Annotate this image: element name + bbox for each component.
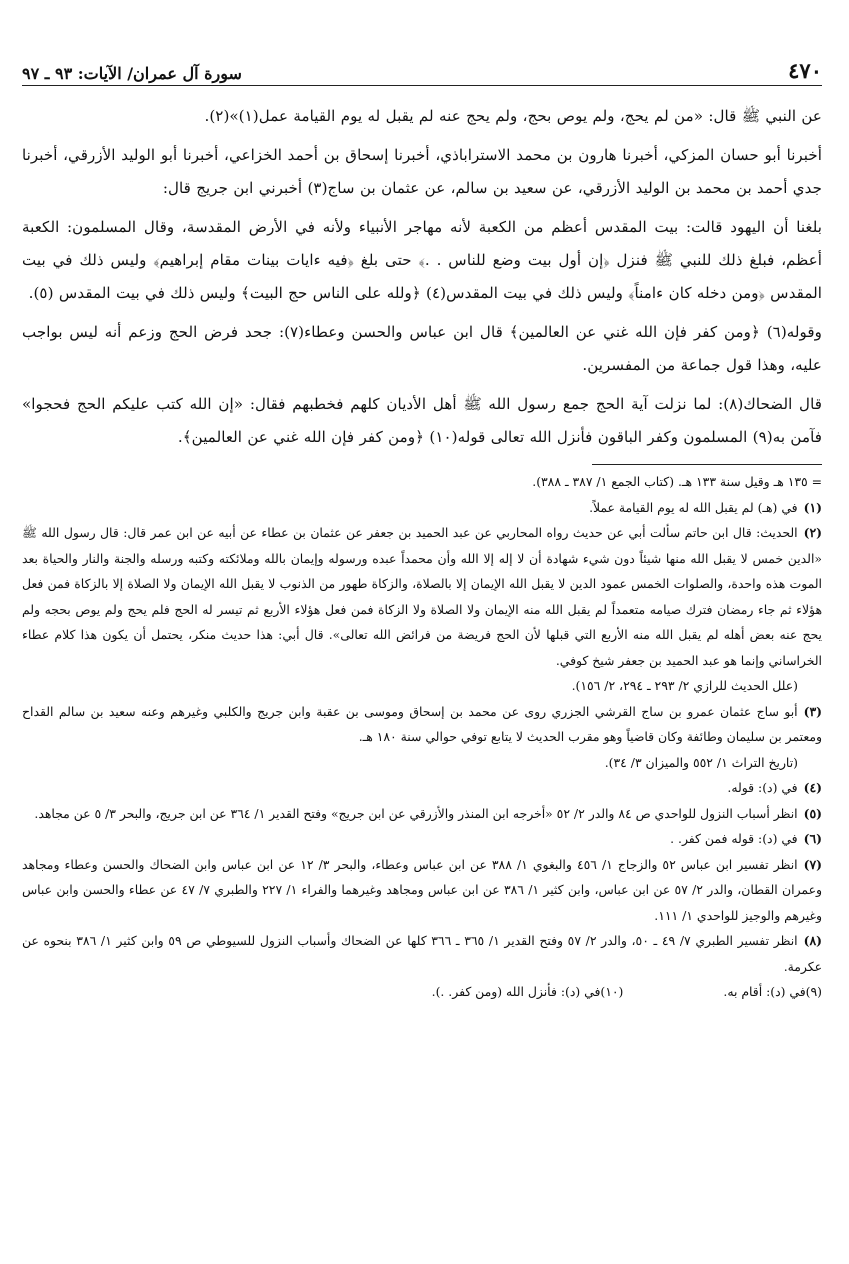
footnote <box>432 979 624 1005</box>
footnote-reference: (تاريخ التراث ١/ ٥٥٢ والميزان ٣/ ٣٤). <box>604 754 798 770</box>
footnote <box>22 775 822 801</box>
footnote <box>22 826 822 852</box>
footnote-reference: (علل الحديث للرازي ٢/ ٢٩٣ ـ ٢٩٤، ٢/ ١٥٦). <box>571 678 798 693</box>
footnote-text: انظر تفسير ابن عباس ٥٢ والزجاج ١/ ٤٥٦ والبغوي ١/ ٣٨٨ عن ابن عباس وعطاء، والبحر ٣/ ١٢ عن ابن عباس وابن الضحاك والحسن وعطاء ومجاهد وعمران القطان، والدر ٢/ ٥٧ عن ابن عباس، وابن كثير ١/ ٣٨٦ عن ابن عباس ومجاهد وغيرهما والفراء ١/ ٢٢٧ والطبري ٧/ ٤٧ عن عطاء والحسن وابن عباس وغيرهم والوجيز للواحدي ١/ ١١١. <box>22 856 822 923</box>
footnote <box>723 979 822 1005</box>
footnote-text: في (هـ) لم يقبل الله له يوم القيامة عملاً. <box>589 499 798 515</box>
footnote-number: (٣) <box>803 703 822 719</box>
footnote-number: (٤) <box>803 780 822 795</box>
page-header <box>22 58 822 86</box>
footnote-row <box>22 979 822 1005</box>
footnote <box>22 520 822 673</box>
body-paragraph: عن النبي ﷺ قال: «من لم يحج، ولم يوص بحج، ولم يحج عنه لم يقبل له يوم القيامة عمل(١)»(٢). <box>204 107 822 125</box>
footnote <box>22 801 822 827</box>
footnote-text: في (د): قوله فمن كفر. . <box>670 831 798 846</box>
page-number: ٤٧٠ <box>788 58 822 83</box>
footnote-text: انظر تفسير الطبري ٧/ ٤٩ ـ ٥٠، والدر ٢/ ٥٧ وفتح القدير ١/ ٣٦٥ ـ ٣٦٦ كلها عن الضحاك وأسباب النزول للسيوطي ص ٥٩ وابن كثير ١/ ٣٨٦ بنحوه عن عكرمة. <box>22 933 822 974</box>
footnote-continuation: = ١٣٥ هـ وقيل سنة ١٣٣ هـ. (كتاب الجمع ١/ ٣٨٧ ـ ٣٨٨). <box>532 474 822 489</box>
footnote-number: (٩) <box>805 984 822 999</box>
footnote-text: في (د): أقام به. <box>723 984 806 999</box>
footnote-number: (٨) <box>803 933 822 948</box>
footnote-text: انظر أسباب النزول للواحدي ص ٨٤ والدر ٢/ ٥٢ «أخرجه ابن المنذر والأزرقي عن ابن جريج» وفتح القدير ١/ ٣٦٤ عن ابن جريج، والبحر ٣/ ٥ عن مجاهد. <box>34 805 798 821</box>
footnote-number: (١٠) <box>600 984 624 999</box>
footnote-text: في (د): قوله. <box>727 780 798 795</box>
footnote-number: (٢) <box>803 525 822 540</box>
footnote <box>22 928 822 979</box>
footnote <box>22 852 822 929</box>
footnote <box>22 699 822 750</box>
footnote-number: (٦) <box>803 831 822 846</box>
body-paragraph: بلغنا أن اليهود قالت: بيت المقدس أعظم من الكعبة لأنه مهاجر الأنبياء ولأنه في الأرض المقدسة، وقال المسلمون: الكعبة أعظم، فبلغ ذلك للنبي ﷺ فنزل ﴿إن أول بيت وضع للناس . .﴾ حتى بلغ ﴿فيه ءايات بينات مقام إبراهيم﴾ وليس ذلك في بيت المقدس ﴿ومن دخله كان ءامناً﴾ وليس ذلك في بيت المقدس(٤) ﴿ولله على الناس حج البيت﴾ وليس ذلك في بيت المقدس (٥). <box>22 218 822 302</box>
footnote-text: الحديث: قال ابن حاتم سألت أبي عن حديث رواه المحاربي عن عبد الحميد بن جعفر عن عثمان بن عطاء عن أبيه عن ابن عمر قال: قال رسول الله ﷺ «الدين خمس لا يقبل الله منها شيئاً دون شيء شهادة أن لا إله إلا الله وأن محمداً عبده ورسوله وإيمان بالله وملائكته وكتبه ورسله والجنة والنار والحياة بعد الموت هذه واحدة، والصلوات الخمس عمود الدين لا يقبل الله الإيمان إلا بالصلاة، والزكاة طهور من الذنوب لا يقبل الله الإيمان ولا الصلاة إلا بالزكاة فمن فعل هؤلاء ثم جاء رمضان فترك صيامه متعمداً لم يقبل الله منه الإيمان ولا الصلاة ولا الزكاة فمن فعل هؤلاء الأربع ثم تيسر له الحج فلم يحج ولم يوص بحجه ولم يحج عنه بعض أهله لم يقبل الله منه الأربع التي قبلها لأن الحج فريضة من فرائض الله تعالى». قال أبي: هذا حديث منكر، يحتمل أن يكون هذا كلام عطاء الخراساني وإنما هو عبد الحميد بن جعفر شيخ كوفي. <box>22 525 822 668</box>
footnote-separator <box>592 464 822 465</box>
footnote-text: في (د): فأنزل الله (ومن كفر. .). <box>431 984 601 999</box>
page <box>22 58 822 1005</box>
body-paragraph: أخبرنا أبو حسان المزكي، أخبرنا هارون بن محمد الاستراباذي، أخبرنا إسحاق بن أحمد الخزاعي، أخبرنا أبو الوليد الأزرقي، أخبرنا جدي أحمد بن محمد بن الوليد الأزرقي، عن سعيد بن سالم، عن عثمان بن ساج(٣) أخبرني ابن جريج قال: <box>22 146 822 197</box>
footnote-number: (٥) <box>803 805 822 821</box>
body-paragraph: قال الضحاك(٨): لما نزلت آية الحج جمع رسول الله ﷺ أهل الأديان كلهم فخطبهم فقال: «إن الله كتب عليكم الحج فحجوا» فآمن به(٩) المسلمون وكفر الباقون فأنزل الله تعالى قوله(١٠) ﴿ومن كفر فإن الله غني عن العالمين﴾. <box>22 395 822 446</box>
running-title: سورة آل عمران/ الآيات: ٩٣ ـ ٩٧ <box>22 64 242 83</box>
footnote-number: (١) <box>803 499 822 515</box>
footnote-number: (٧) <box>803 856 822 872</box>
body-paragraph: وقوله(٦) ﴿ومن كفر فإن الله غني عن العالمين﴾ قال ابن عباس والحسن وعطاء(٧): جحد فرض الحج وزعم أنه ليس بواجب عليه، وهذا قول جماعة من المفسرين. <box>22 323 822 374</box>
footnote <box>22 495 822 521</box>
footnote-text: أبو ساج عثمان عمرو بن ساج القرشي الجزري روى عن محمد بن إسحاق وموسى بن عقبة وابن جريج والكلبي وغيرهم وعنه سعيد بن سالم القداح ومعتمر بن سليمان وطائفة وكان قاضياً وهو مقرب الحديث لا يتابع توفي حوالي سنة ١٨٠ هـ. <box>22 703 822 744</box>
